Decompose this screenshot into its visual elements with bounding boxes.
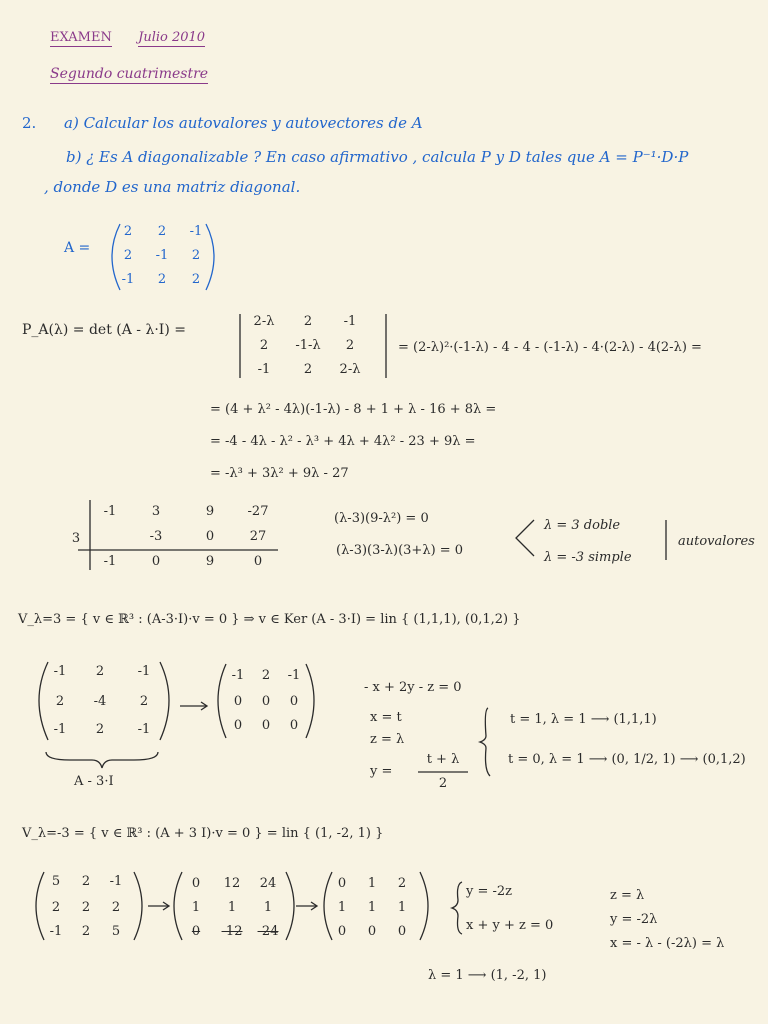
v2m2-33: -24 [257,924,279,939]
d12: 2 [303,314,313,329]
autovalores-label: autovalores [678,534,755,549]
v2-system-brace [452,882,462,934]
a31: -1 [121,272,135,287]
charpoly-line2: = (4 + λ² - 4λ)(-1-λ) - 8 + 1 + λ - 16 + 8λ = [210,402,497,417]
v1m2-21: 0 [233,694,243,709]
v2m3-33: 0 [397,924,407,939]
v1-brace-label: A - 3·I [74,774,114,789]
d21: 2 [259,338,269,353]
d11: 2-λ [253,314,275,329]
v2-result-3: x = - λ - (-2λ) = λ [610,936,725,951]
a13: -1 [189,224,203,239]
v1-param-x: x = t [370,710,402,725]
v1m1-right-paren [160,662,169,740]
r-top-2: 9 [205,504,215,519]
v2m2-13: 24 [259,876,277,891]
v1-param-z: z = λ [370,732,405,747]
v2m1-31: -1 [49,924,63,939]
v1m1-12: 2 [95,664,105,679]
v1m2-right-paren [306,664,314,738]
charpoly-line3: = -4 - 4λ - λ² - λ³ + 4λ + 4λ² - 23 + 9λ = [210,434,476,449]
v2m3-22: 1 [367,900,377,915]
a21: 2 [123,248,133,263]
v1m1-left-paren [39,662,48,740]
v1-definition: V_λ=3 = { v ∈ ℝ³ : (A-3·I)·v = 0 } ⇒ v ∈ Ker (A - 3·I) = lin { (1,1,1), (0,1,2) } [18,612,521,627]
r-top-0: -1 [103,504,117,519]
v2m3-left-paren [324,872,332,940]
v1m1-13: -1 [137,664,151,679]
v1-param-y-num: t + λ [426,752,460,767]
d22: -1-λ [295,338,321,353]
r-mid-0: -3 [149,529,163,544]
v2-result-2: y = -2λ [610,912,658,927]
part-b-text: b) ¿ Es A diagonalizable ? En caso afirmativo , calcula P y D tales que A = P⁻¹·D·P [66,148,689,166]
eigen-1: λ = 3 doble [544,518,621,533]
v2m2-22: 1 [227,900,237,915]
v2m3-12: 1 [367,876,377,891]
term-text: Segundo cuatrimestre [50,66,209,82]
v2-system-2: x + y + z = 0 [466,918,554,933]
v2-result-1: z = λ [610,888,645,903]
d33: 2-λ [339,362,361,377]
v2m1-right-paren [134,872,142,940]
v1m2-22: 0 [261,694,271,709]
problem-number: 2. [22,114,37,132]
v1m1-32: 2 [95,722,105,737]
part-a-text: a) Calcular los autovalores y autovectores de A [64,114,423,132]
v1m1-33: -1 [137,722,151,737]
v2m3-11: 0 [337,876,347,891]
a11: 2 [123,224,133,239]
v2m3-right-paren [420,872,428,940]
v2m1-11: 5 [51,874,61,889]
v2-final: λ = 1 ⟶ (1, -2, 1) [428,968,547,983]
v2m1-left-paren [36,872,44,940]
v1m2-11: -1 [231,668,245,683]
factor-1: (λ-3)(9-λ²) = 0 [334,511,429,526]
factor-2: (λ-3)(3-λ)(3+λ) = 0 [336,543,464,558]
v2m2-12: 12 [223,876,241,891]
eigen-2: λ = -3 simple [544,550,632,565]
v2m2-11: 0 [191,876,201,891]
v1-underbrace [46,752,158,768]
v2m3-31: 0 [337,924,347,939]
v2-system-1: y = -2z [466,884,513,899]
v1-param-y-den: 2 [438,776,448,791]
v1m1-31: -1 [53,722,67,737]
v1m2-13: -1 [287,668,301,683]
v1-case-2: t = 0, λ = 1 ⟶ (0, 1/2, 1) ⟶ (0,1,2) [508,752,746,767]
v2m2-23: 1 [263,900,273,915]
eigen-angle [516,520,534,556]
r-mid-2: 27 [249,529,267,544]
v2m1-23: 2 [111,900,121,915]
v1m1-11: -1 [53,664,67,679]
v2m2-21: 1 [191,900,201,915]
d31: -1 [257,362,271,377]
r-top-1: 3 [151,504,161,519]
v1m1-21: 2 [55,694,65,709]
matrix-a-label: A = [64,240,91,256]
v2m3-21: 1 [337,900,347,915]
v2m1-21: 2 [51,900,61,915]
v1m2-12: 2 [261,668,271,683]
r-bot-2: 9 [205,554,215,569]
v2-definition: V_λ=-3 = { v ∈ ℝ³ : (A + 3 I)·v = 0 } = lin { (1, -2, 1) } [22,826,384,841]
r-bot-0: -1 [103,554,117,569]
a12: 2 [157,224,167,239]
matrix-a-right-paren [206,224,214,290]
v2m1-32: 2 [81,924,91,939]
v1-param-y-lhs: y = [370,764,393,779]
a32: 2 [157,272,167,287]
charpoly-lhs: P_A(λ) = det (A - λ·I) = [22,322,186,338]
charpoly-line4: = -λ³ + 3λ² + 9λ - 27 [210,466,349,481]
matrix-a-left-paren [112,224,120,290]
v2m2-left-paren [174,872,182,940]
d32: 2 [303,362,313,377]
v2m1-22: 2 [81,900,91,915]
v2m1-13: -1 [109,874,123,889]
charpoly-expand: = (2-λ)²·(-1-λ) - 4 - 4 - (-1-λ) - 4·(2-λ) - 4(2-λ) = [398,340,702,355]
v1m2-23: 0 [289,694,299,709]
v2m1-12: 2 [81,874,91,889]
a22: -1 [155,248,169,263]
r-bot-1: 0 [151,554,161,569]
v1m2-33: 0 [289,718,299,733]
v2m2-32: -12 [221,924,243,939]
a33: 2 [191,272,201,287]
v2m2-31: 0 [191,924,201,939]
part-b-cont: , donde D es una matriz diagonal. [44,178,301,196]
v1m2-left-paren [218,664,226,738]
r-top-3: -27 [247,504,269,519]
d13: -1 [343,314,357,329]
v2m1-33: 5 [111,924,121,939]
v1m1-23: 2 [139,694,149,709]
v2m2-right-paren [286,872,294,940]
v1-case-1: t = 1, λ = 1 ⟶ (1,1,1) [510,712,657,727]
r-mid-1: 0 [205,529,215,544]
v1-cases-brace [480,708,490,776]
r-bot-3: 0 [253,554,263,569]
exam-word: EXAMEN [50,30,112,45]
d23: 2 [345,338,355,353]
v1m2-31: 0 [233,718,243,733]
r-root: 3 [71,531,81,546]
v1m1-22: -4 [93,694,107,709]
v2m3-13: 2 [397,876,407,891]
v1m2-32: 0 [261,718,271,733]
a23: 2 [191,248,201,263]
v2m3-23: 1 [397,900,407,915]
v2m3-32: 0 [367,924,377,939]
v1-equation: - x + 2y - z = 0 [364,680,462,695]
exam-date: Julio 2010 [138,30,206,45]
